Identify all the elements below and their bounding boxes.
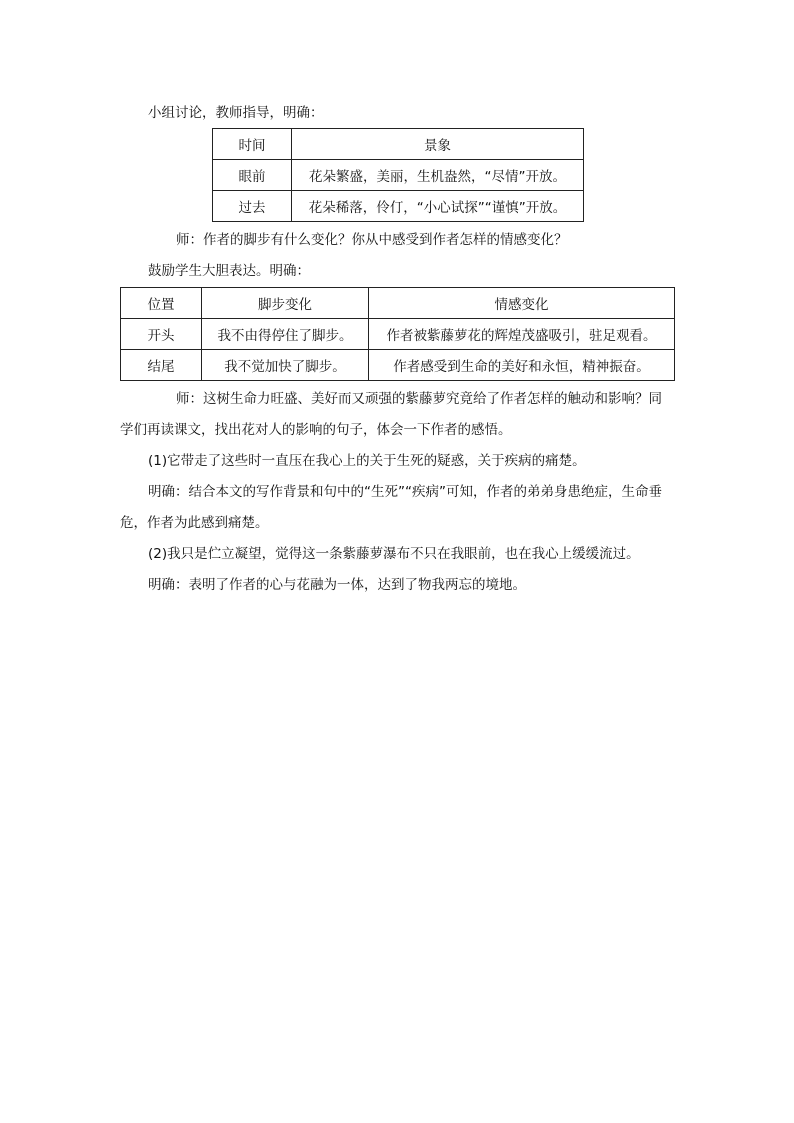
cell-position: 开头 <box>121 319 202 350</box>
cell-time: 过去 <box>213 191 292 222</box>
answer-1-line-2: 危，作者为此感到痛楚。 <box>120 515 269 531</box>
cell-time: 眼前 <box>213 160 292 191</box>
cell-step-change: 我不觉加快了脚步。 <box>202 350 369 381</box>
table-row <box>121 319 675 350</box>
sentence-1: (1)它带走了这些时一直压在我心上的关于生死的疑惑，关于疾病的痛楚。 <box>148 453 586 469</box>
cell-scene: 花朵稀落，伶仃，“小心试探”“谨慎”开放。 <box>292 191 584 222</box>
header-time: 时间 <box>213 129 292 160</box>
question-2-line-2: 学们再读课文，找出花对人的影响的句子，体会一下作者的感悟。 <box>120 422 512 438</box>
sentence-2: (2)我只是伫立凝望，觉得这一条紫藤萝瀑布不只在我眼前，也在我心上缓缓流过。 <box>148 546 640 562</box>
table-header-row <box>121 288 675 319</box>
table-header-row <box>213 129 584 160</box>
cell-emotion-change: 作者被紫藤萝花的辉煌茂盛吸引，驻足观看。 <box>369 319 675 350</box>
answer-1-line-1: 明确：结合本文的写作背景和句中的“生死”“疾病”可知，作者的弟弟身患绝症，生命垂 <box>148 484 662 500</box>
cell-scene: 花朵繁盛，美丽，生机盎然，“尽情”开放。 <box>292 160 584 191</box>
scene-table <box>212 128 584 222</box>
cell-position: 结尾 <box>121 350 202 381</box>
header-step-change: 脚步变化 <box>202 288 369 319</box>
question-2-line-1: 师：这树生命力旺盛、美好而又顽强的紫藤萝究竟给了作者怎样的触动和影响？同 <box>176 391 662 407</box>
cell-step-change: 我不由得停住了脚步。 <box>202 319 369 350</box>
cell-emotion-change: 作者感受到生命的美好和永恒，精神振奋。 <box>369 350 675 381</box>
table-row <box>121 350 675 381</box>
encourage-text: 鼓励学生大胆表达。明确： <box>148 263 310 279</box>
header-position: 位置 <box>121 288 202 319</box>
header-scene: 景象 <box>292 129 584 160</box>
answer-2: 明确：表明了作者的心与花融为一体，达到了物我两忘的境地。 <box>148 577 526 593</box>
intro-text: 小组讨论，教师指导，明确： <box>148 105 324 121</box>
table-row <box>213 191 584 222</box>
table-row <box>213 160 584 191</box>
header-emotion-change: 情感变化 <box>369 288 675 319</box>
question-1: 师：作者的脚步有什么变化？你从中感受到作者怎样的情感变化？ <box>176 232 568 248</box>
emotion-table <box>120 287 675 381</box>
